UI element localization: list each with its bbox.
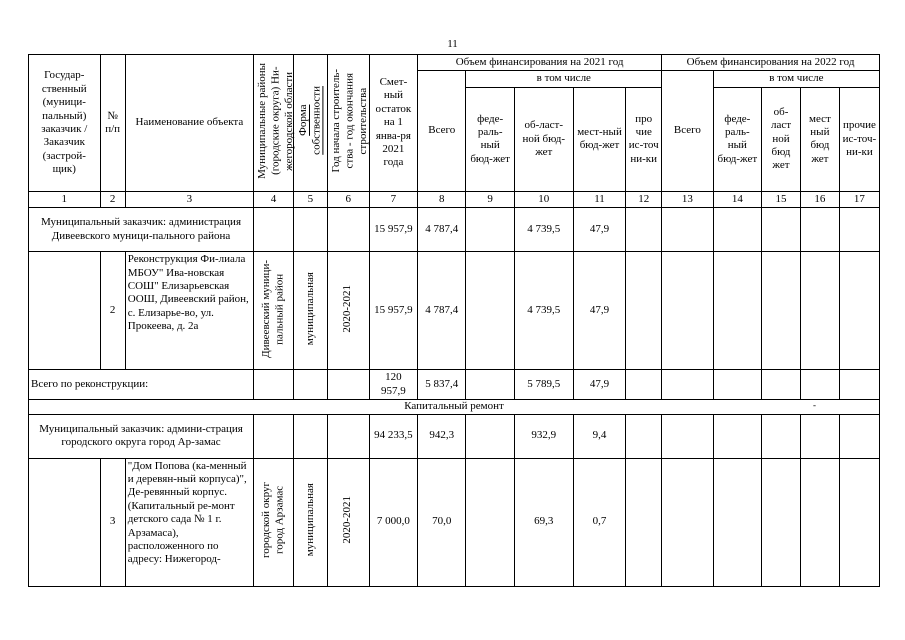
cell-district: Дивеевский муници- пальный район <box>254 252 294 370</box>
stray-mark: - <box>813 400 816 410</box>
cell-ownership: муниципальная <box>294 252 328 370</box>
cell-total-2021: 70,0 <box>418 458 466 586</box>
column-number: 2 <box>100 191 125 207</box>
header-other-2021: про чие ис-точ ни-ки <box>626 87 662 191</box>
column-number: 17 <box>839 191 879 207</box>
header-including-2022: в том числе <box>713 71 879 87</box>
header-local-2022: мест ный бюд жет <box>800 87 839 191</box>
cell-period: 2020-2021 <box>327 458 369 586</box>
section-row <box>29 400 880 414</box>
cell-balance: 15 957,9 <box>369 208 417 252</box>
cell-local-2021: 47,9 <box>573 252 626 370</box>
header-fin-2021: Объем финансирования на 2021 год <box>418 55 662 71</box>
column-number: 3 <box>125 191 253 207</box>
column-number: 10 <box>514 191 573 207</box>
header-balance: Смет-ный остаток на 1 янва-ря 2021 года <box>369 55 417 192</box>
cell-balance: 15 957,9 <box>369 252 417 370</box>
cell-regional-2021: 4 739,5 <box>514 208 573 252</box>
column-number: 9 <box>466 191 514 207</box>
header-regional-2021: об-ласт-ной бюд-жет <box>514 87 573 191</box>
row-label: Муниципальный заказчик: админи-страция городского округа город Ар-замас <box>29 414 254 458</box>
column-number: 11 <box>573 191 626 207</box>
cell-total-2021: 5 837,4 <box>418 370 466 400</box>
cell-num: 3 <box>100 458 125 586</box>
header-district-text: Муниципальные районы (городские округа) Ни- жегородской области <box>256 62 295 179</box>
header-ownership-text: Форма собственности <box>296 86 323 156</box>
header-period <box>327 55 369 192</box>
header-total-2022: Всего <box>662 71 714 191</box>
cell-balance: 94 233,5 <box>369 414 417 458</box>
table-row <box>29 370 880 400</box>
cell-local-2021: 9,4 <box>573 414 626 458</box>
cell-district: городской округ город Арзамас <box>254 458 294 586</box>
financing-table <box>28 54 880 587</box>
table-row <box>29 252 880 370</box>
header-num: № п/п <box>100 55 125 192</box>
cell-local-2021: 0,7 <box>573 458 626 586</box>
section-title: Капитальный ремонт <box>29 400 880 414</box>
column-number: 12 <box>626 191 662 207</box>
table-row <box>29 414 880 458</box>
row-label: Всего по реконструкции: <box>29 370 254 400</box>
table-row <box>29 208 880 252</box>
header-fin-2022: Объем финансирования на 2022 год <box>662 55 880 71</box>
column-number: 6 <box>327 191 369 207</box>
table-row <box>29 458 880 586</box>
cell-regional-2021: 4 739,5 <box>514 252 573 370</box>
cell-num: 2 <box>100 252 125 370</box>
column-number: 15 <box>762 191 801 207</box>
header-other-2022: прочие ис-точ-ни-ки <box>839 87 879 191</box>
cell-local-2021: 47,9 <box>573 370 626 400</box>
column-number: 13 <box>662 191 714 207</box>
header-federal-2021: феде-раль-ный бюд-жет <box>466 87 514 191</box>
cell-balance: 7 000,0 <box>369 458 417 586</box>
cell-regional-2021: 932,9 <box>514 414 573 458</box>
header-federal-2022: феде-раль-ный бюд-жет <box>713 87 761 191</box>
header-ownership <box>294 55 328 192</box>
cell-regional-2021: 69,3 <box>514 458 573 586</box>
cell-total-2021: 4 787,4 <box>418 208 466 252</box>
header-period-text: Год начала строитель- ства - год окончания строительства <box>329 68 369 173</box>
cell-object-name: "Дом Попова (ка-менный и деревян-ный корпуса)", Де-ревянный корпус. (Капитальный ре-монт детского сада № 1 г. Арзамаса), расположенного по адресу: Нижегород- <box>125 458 253 586</box>
cell-ownership: муниципальная <box>294 458 328 586</box>
cell-period: 2020-2021 <box>327 252 369 370</box>
column-number: 16 <box>800 191 839 207</box>
cell-local-2021: 47,9 <box>573 208 626 252</box>
cell-balance: 120 957,9 <box>369 370 417 400</box>
page-number: 11 <box>447 38 458 50</box>
header-customer: Государ-ственный (муници-пальный) заказчик / Заказчик (застрой-щик) <box>29 55 101 192</box>
column-number: 1 <box>29 191 101 207</box>
column-number: 8 <box>418 191 466 207</box>
header-local-2021: мест-ный бюд-жет <box>573 87 626 191</box>
header-including-2021: в том числе <box>466 71 662 87</box>
header-regional-2022: об-ласт ной бюд жет <box>762 87 801 191</box>
column-numbers-row <box>29 191 880 207</box>
cell-regional-2021: 5 789,5 <box>514 370 573 400</box>
cell-total-2021: 942,3 <box>418 414 466 458</box>
column-number: 7 <box>369 191 417 207</box>
row-label: Муниципальный заказчик: администрация Дивеевского муници-пального района <box>29 208 254 252</box>
column-number: 5 <box>294 191 328 207</box>
header-district <box>254 55 294 192</box>
header-name: Наименование объекта <box>125 55 253 192</box>
header-total-2021: Всего <box>418 71 466 191</box>
column-number: 4 <box>254 191 294 207</box>
cell-total-2021: 4 787,4 <box>418 252 466 370</box>
cell-object-name: Реконструкция Фи-лиала МБОУ" Ива-новская СОШ" Елизарьевская ООШ, Дивеевский район, с. Елизарье-во, ул. Прокеева, д. 2а <box>125 252 253 370</box>
column-number: 14 <box>713 191 761 207</box>
